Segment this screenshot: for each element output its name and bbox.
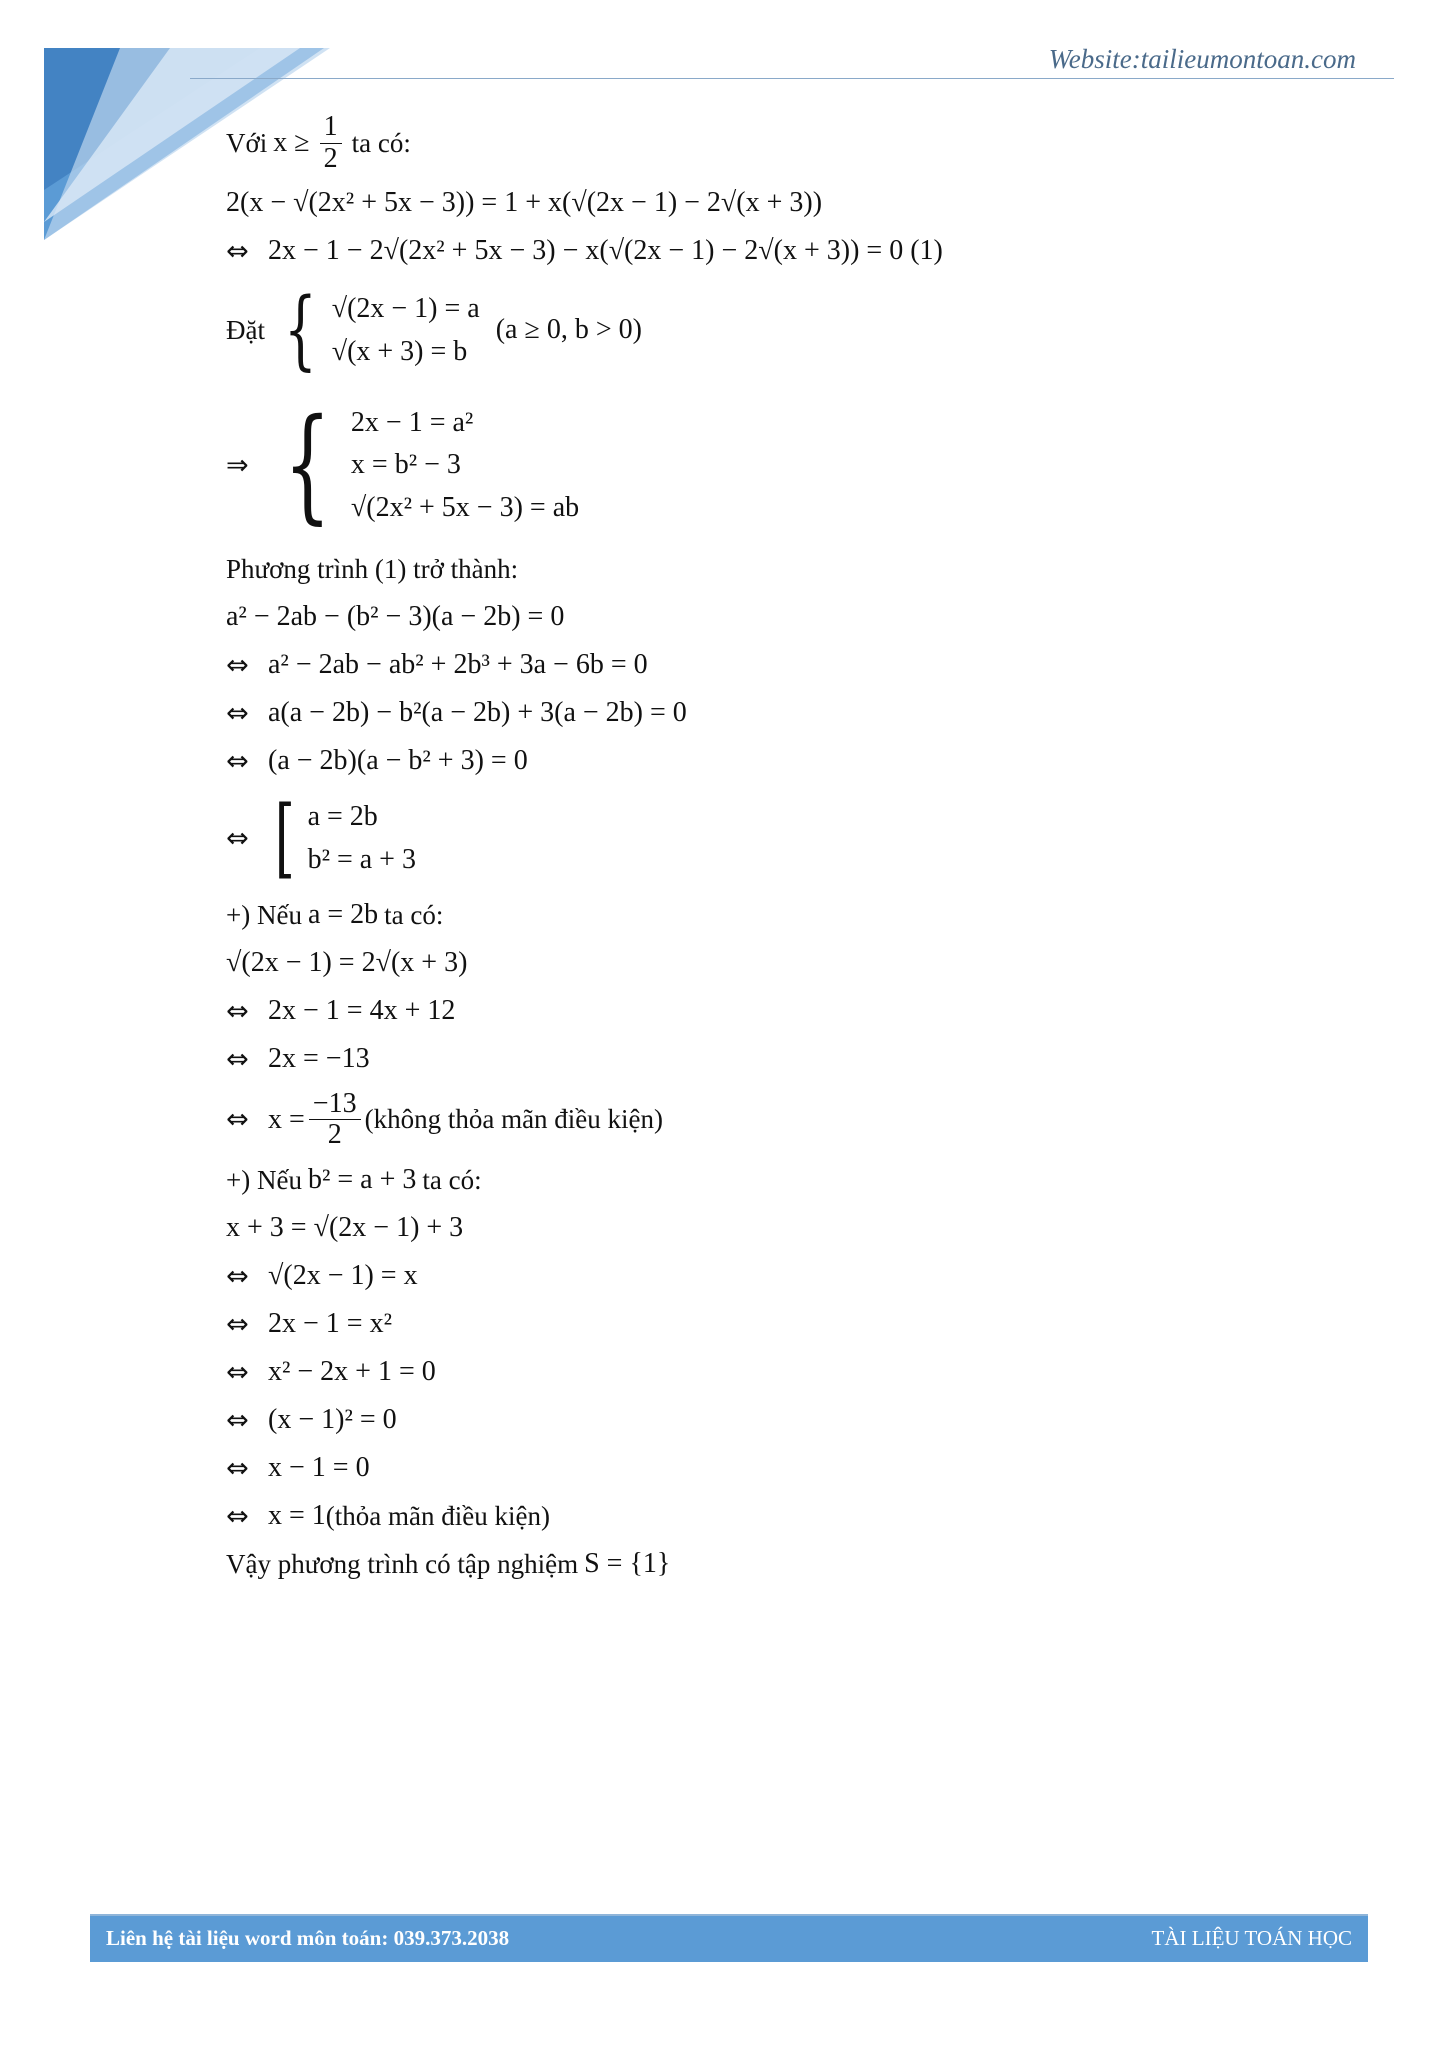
- system-line: x = b² − 3: [350, 449, 461, 481]
- condition-line: [226, 112, 1356, 175]
- equation: [226, 1449, 1356, 1487]
- math: S = {1}: [584, 1547, 671, 1579]
- system-line: √(x + 3) = b: [331, 335, 468, 367]
- equation: [226, 743, 1356, 781]
- iff-symbol: ⇔: [226, 1404, 249, 1436]
- iff-symbol: ⇔: [226, 996, 249, 1028]
- equation: [226, 233, 1356, 271]
- system-lines: [351, 405, 579, 526]
- equation-text: x = 1: [268, 1499, 326, 1531]
- iff-symbol: ⇔: [226, 650, 249, 682]
- equation: [226, 1257, 1356, 1295]
- iff-symbol: ⇔: [226, 698, 249, 730]
- equation: [226, 993, 1356, 1031]
- equation-text: 2x − 1 = x²: [268, 1307, 392, 1339]
- equation-text: (x − 1)² = 0: [268, 1403, 397, 1435]
- equation-text: a(a − 2b) − b²(a − 2b) + 3(a − 2b) = 0: [268, 697, 687, 729]
- iff-symbol: ⇔: [226, 236, 249, 268]
- system-line: √(2x − 1) = a: [331, 293, 480, 325]
- equation: [226, 1401, 1356, 1439]
- equation-text: x =: [268, 1103, 305, 1135]
- system-line: √(2x² + 5x − 3) = ab: [350, 491, 580, 523]
- text: ta có:: [351, 127, 411, 158]
- condition: (a ≥ 0, b > 0): [495, 314, 642, 346]
- footer-contact: Liên hệ tài liệu word môn toán: 039.373.2038: [106, 1926, 510, 1950]
- equation-text: 2x − 1 − 2√(2x² + 5x − 3) − x(√(2x − 1) − 2√(x + 3)) = 0 (1): [268, 235, 943, 267]
- iff-symbol: ⇔: [226, 1356, 249, 1388]
- text: +) Nếu: [226, 900, 302, 931]
- equation: 2(x − √(2x² + 5x − 3)) = 1 + x(√(2x − 1) − 2√(x + 3)): [226, 187, 823, 219]
- iff-symbol: ⇔: [226, 1260, 249, 1292]
- system: [268, 787, 416, 888]
- system-lines: [332, 291, 480, 370]
- text: Vậy phương trình có tập nghiệm: [226, 1548, 579, 1579]
- system-line: 2x − 1 = a²: [350, 407, 474, 438]
- system-line: a = 2b: [307, 801, 378, 833]
- equation-text: √(2x − 1) = x: [268, 1259, 418, 1291]
- conclusion: [226, 1545, 1356, 1583]
- equation: [226, 695, 1356, 733]
- case-heading: [226, 897, 1356, 935]
- iff-symbol: ⇔: [226, 823, 249, 855]
- equation: [226, 1497, 1356, 1535]
- bracket-system: [226, 787, 1356, 888]
- text: ta có:: [422, 1164, 482, 1195]
- equation: [226, 1041, 1356, 1079]
- equation-text: x² − 2x + 1 = 0: [268, 1355, 436, 1387]
- footer-bar: [90, 1914, 1368, 1962]
- system-line: b² = a + 3: [307, 843, 416, 875]
- denominator: 2: [323, 142, 338, 174]
- system-lines: [308, 799, 416, 878]
- equation-text: 2x − 1 = 4x + 12: [268, 995, 456, 1027]
- text-line: Phương trình (1) trở thành:: [226, 554, 519, 585]
- implies-symbol: ⇒: [226, 450, 249, 482]
- text: ta có:: [384, 900, 444, 931]
- equation-text: 2x = −13: [268, 1043, 370, 1075]
- iff-symbol: ⇔: [226, 1308, 249, 1340]
- equation: [226, 647, 1356, 685]
- numerator: −13: [309, 1089, 361, 1121]
- brace-symbol: {: [283, 279, 317, 380]
- equation: [226, 1353, 1356, 1391]
- equation: √(2x − 1) = 2√(x + 3): [226, 947, 468, 979]
- equation: [226, 1305, 1356, 1343]
- equation-text: x − 1 = 0: [268, 1451, 370, 1483]
- fraction: [309, 1089, 361, 1152]
- fraction: [320, 112, 342, 175]
- note-text: (thỏa mãn điều kiện): [325, 1500, 550, 1531]
- denominator: 2: [327, 1119, 342, 1151]
- iff-symbol: ⇔: [226, 746, 249, 778]
- equation: a² − 2ab − (b² − 3)(a − 2b) = 0: [226, 601, 565, 633]
- header-divider: [190, 78, 1394, 79]
- document-body: [226, 112, 1356, 1593]
- footer-brand: TÀI LIỆU TOÁN HỌC: [1151, 1926, 1352, 1950]
- equation: [226, 1089, 1356, 1152]
- numerator: 1: [320, 112, 342, 144]
- equation: x + 3 = √(2x − 1) + 3: [226, 1211, 464, 1243]
- brace-symbol: {: [283, 392, 332, 537]
- equation-text: a² − 2ab − ab² + 2b³ + 3a − 6b = 0: [268, 649, 648, 681]
- substitution: [226, 281, 1356, 381]
- text: +) Nếu: [226, 1164, 302, 1195]
- math: a = 2b: [307, 899, 379, 931]
- iff-symbol: ⇔: [226, 1452, 249, 1484]
- iff-symbol: ⇔: [226, 1500, 249, 1532]
- iff-symbol: ⇔: [226, 1104, 249, 1136]
- system: [273, 279, 480, 380]
- note-text: (không thỏa mãn điều kiện): [364, 1104, 664, 1135]
- bracket-symbol: [: [274, 787, 295, 888]
- text: Đặt: [226, 315, 265, 346]
- system: [268, 392, 580, 537]
- implied-system: [226, 391, 1356, 541]
- text: Với: [226, 127, 268, 158]
- website-header: Website:tailieumontoan.com: [1048, 44, 1356, 74]
- case-heading: [226, 1161, 1356, 1199]
- math: b² = a + 3: [307, 1163, 417, 1195]
- iff-symbol: ⇔: [226, 1044, 249, 1076]
- equation-text: (a − 2b)(a − b² + 3) = 0: [268, 745, 528, 777]
- math: x ≥: [273, 127, 310, 159]
